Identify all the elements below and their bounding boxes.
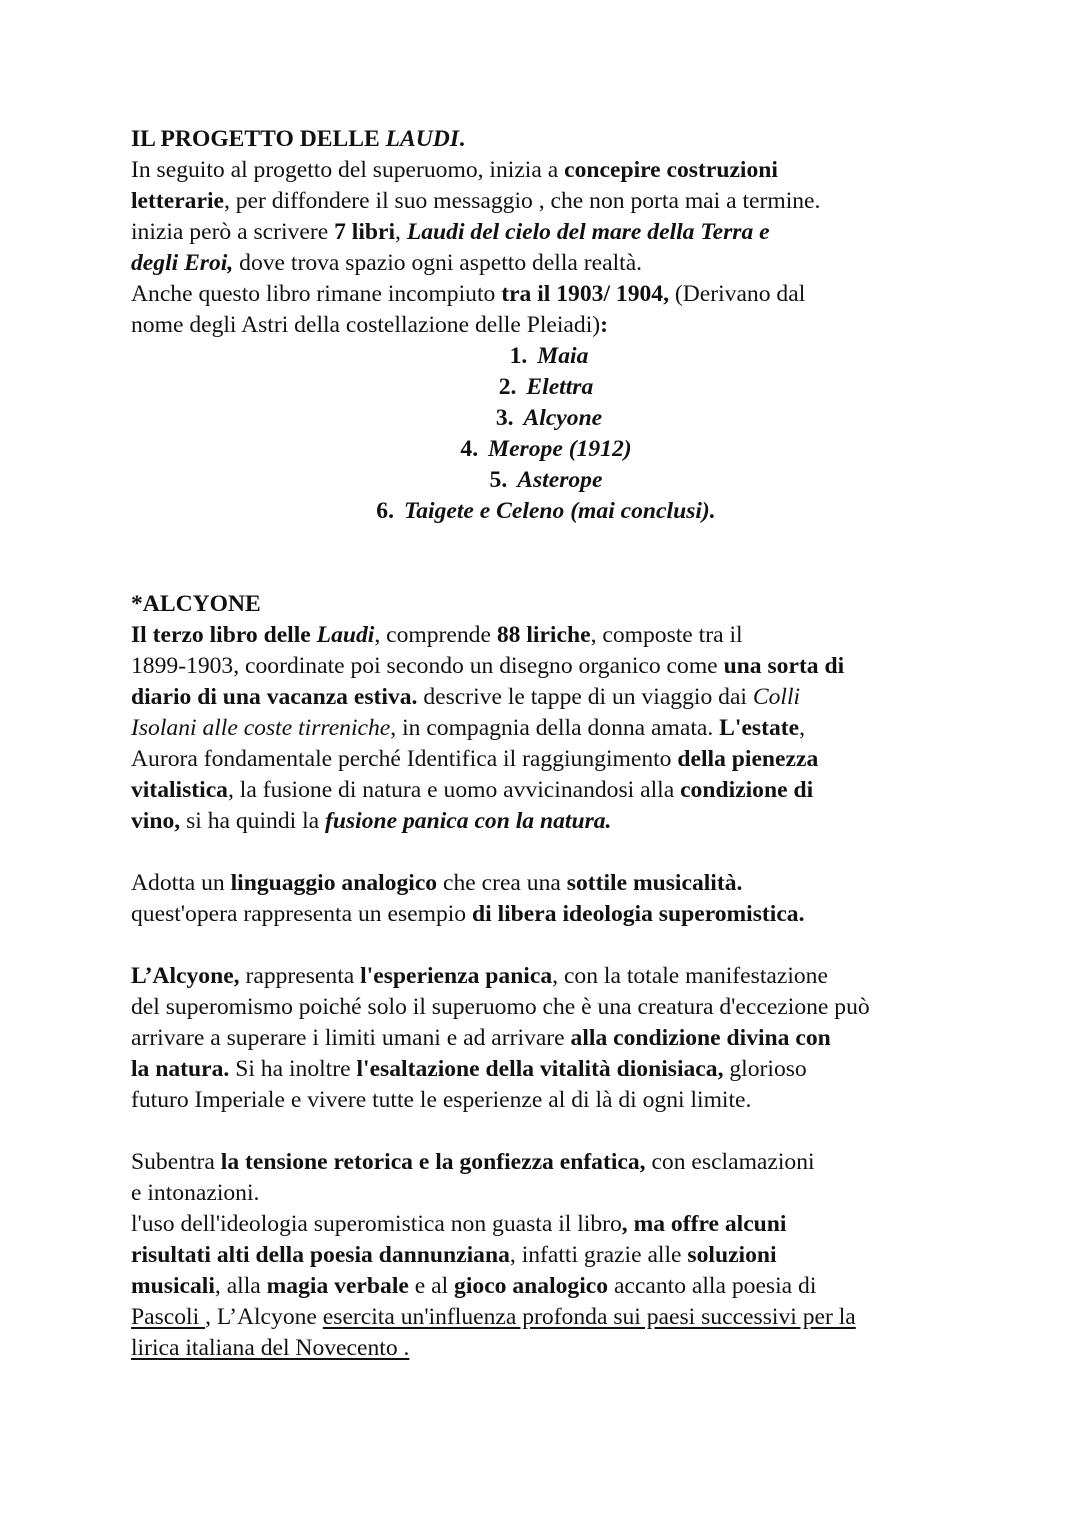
document-page — [131, 124, 961, 1364]
list-item: 3. Alcyone — [495, 405, 603, 431]
list-item: 5. Asterope — [489, 467, 603, 493]
paragraph-alcyone-intro: Il terzo libro delle Laudi, comprende 88 liriche, composte tra il 1899-1903, coordinate poi secondo un disegno organico come una sorta di diario di una vacanza estiva. descrive le tappe di un viaggio dai Colli Isolani alle coste tirreniche, in compagnia della donna amata. L'estate, Aurora fondamentale perché Identifica il raggiungimento della pienezza vitalistica, la fusione di natura e uomo avvicinandosi alla condizione di vino, si ha quindi la fusione panica con la natura. — [131, 622, 845, 834]
list-item: 4. Merope (1912) — [460, 436, 632, 462]
list-item: 2. Elettra — [498, 374, 594, 400]
paragraph-esperienza-panica: L’Alcyone, rappresenta l'esperienza panica, con la totale manifestazione del superomismo poiché solo il superuomo che è una creatura d'eccezione può arrivare a superare i limiti umani e ad arrivare alla condizione divina con la natura. Si ha inoltre l'esaltazione della vitalità dionisiaca, glorioso futuro Imperiale e vivere tutte le esperienze al di là di ogni limite. — [131, 963, 870, 1113]
list-item: 6. Taigete e Celeno (mai conclusi). — [376, 498, 716, 524]
paragraph-tensione-retorica: Subentra la tensione retorica e la gonfiezza enfatica, con esclamazioni e intonazioni. l'uso dell'ideologia superomistica non guasta il libro, ma offre alcuni risultati alti della poesia dannunziana, infatti grazie alle soluzioni musicali, alla magia verbale e al gioco analogico accanto alla poesia di Pascoli , L’Alcyone esercita un'influenza profonda sui paesi successivi per la lirica italiana del Novecento . — [131, 1149, 856, 1361]
section-title-laudi: IL PROGETTO DELLE LAUDI. — [131, 126, 465, 152]
book-list — [131, 341, 961, 527]
section-title-alcyone: *ALCYONE — [131, 591, 261, 617]
paragraph-laudi: In seguito al progetto del superuomo, inizia a concepire costruzioni letterarie, per diffondere il suo messaggio , che non porta mai a termine. inizia però a scrivere 7 libri, Laudi del cielo del mare della Terra e degli Eroi, dove trova spazio ogni aspetto della realtà. Anche questo libro rimane incompiuto tra il 1903/ 1904, (Derivano dal nome degli Astri della costellazione delle Pleiadi): — [131, 157, 821, 338]
paragraph-linguaggio: Adotta un linguaggio analogico che crea una sottile musicalità. quest'opera rappresenta un esempio di libera ideologia superomistica. — [131, 870, 805, 927]
list-item: 1. Maia — [509, 343, 589, 369]
